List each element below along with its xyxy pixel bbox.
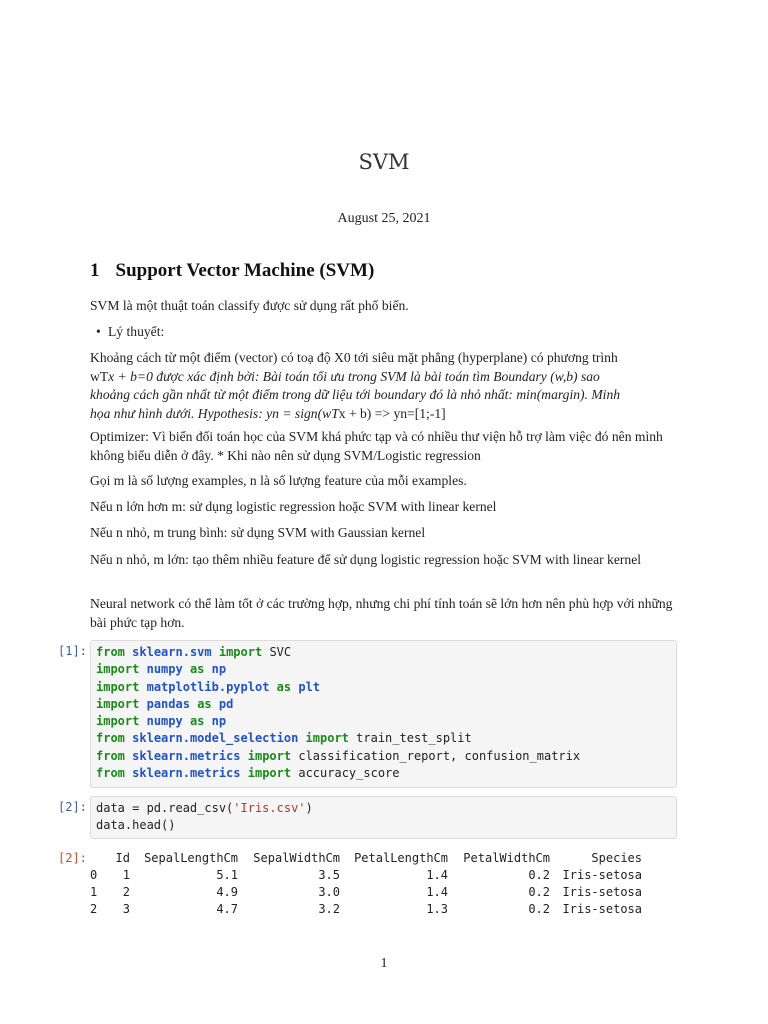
table-header-cell: Species xyxy=(591,850,642,865)
table-cell: 1.3 xyxy=(426,901,448,916)
table-cell: 0.2 xyxy=(528,884,550,899)
case2-text: Nếu n nhỏ, m trung bình: sử dụng SVM with Gaussian kernel xyxy=(90,525,426,540)
m-n-paragraph xyxy=(90,472,680,491)
code-line: from sklearn.svm import SVC xyxy=(96,645,292,659)
optimizer-text: Optimizer: Vì biến đổi toán học của SVM khá phức tạp và có nhiều thư viện hỗ trợ làm việc đó nên mình không biểu diễn ở đây. * Khi nào nên sử dụng SVM/Logistic regression xyxy=(90,429,663,463)
neural-paragraph xyxy=(90,595,680,632)
table-header-cell: PetalLengthCm xyxy=(354,850,448,865)
cell2-prompt: [2]: xyxy=(58,800,87,814)
code-line: import numpy as np xyxy=(96,662,227,677)
intro-text: SVM là một thuật toán classify được sử dụng rất phổ biến. xyxy=(90,298,409,313)
theory-line-4 xyxy=(90,405,680,424)
dataframe-output xyxy=(90,849,642,917)
table-header-cell: SepalWidthCm xyxy=(253,850,340,865)
section-title: Support Vector Machine (SVM) xyxy=(115,260,375,281)
code-line: data = pd.read_csv('Iris.csv') xyxy=(96,801,313,815)
table-header-row xyxy=(90,849,642,866)
case1-text: Nếu n lớn hơn m: sử dụng logistic regression hoặc SVM with linear kernel xyxy=(90,499,497,514)
page-title: SVM xyxy=(358,150,410,174)
case3-paragraph xyxy=(90,551,680,570)
table-cell: 1.4 xyxy=(426,884,448,899)
code-line: data.head() xyxy=(96,818,176,833)
code-line: from sklearn.metrics import accuracy_score xyxy=(96,766,400,781)
code-cell-1[interactable] xyxy=(90,640,677,788)
code-line: import matplotlib.pyplot as plt xyxy=(96,679,321,694)
theory-formula-wt: wT xyxy=(90,368,109,384)
code-line: import numpy as np xyxy=(96,714,227,729)
theory-line-2 xyxy=(90,368,680,387)
table-header-cell xyxy=(90,849,106,866)
theory-line-1: Khoảng cách từ một điểm (vector) có toạ độ X0 tới siêu mặt phẳng (hyperplane) có phương trình xyxy=(90,350,618,365)
theory-formula-end: x + b) => yn=[1;-1] xyxy=(338,405,446,421)
table-cell: Iris-setosa xyxy=(562,867,642,882)
theory-line-3: khoảng cách gần nhất từ một điểm trong dữ liệu tới boundary đó là nhỏ nhất: min(margin). Minh xyxy=(90,387,621,402)
table-cell: 3 xyxy=(122,901,130,916)
table-header-cell: Id xyxy=(115,850,130,865)
table-cell: Iris-setosa xyxy=(562,884,642,899)
theory-paragraph xyxy=(90,349,680,423)
table-cell: 5.1 xyxy=(216,867,238,882)
case3-text: Nếu n nhỏ, m lớn: tạo thêm nhiều feature để sử dụng logistic regression hoặc SVM with linear kernel xyxy=(90,552,642,567)
table-header-cell: SepalLengthCm xyxy=(144,850,238,865)
table-row xyxy=(90,866,642,883)
theory-italic-4: họa như hình dưới. Hypothesis: yn = sign(wT xyxy=(90,405,339,421)
cell1-prompt: [1]: xyxy=(58,644,87,658)
output2-prompt: [2]: xyxy=(58,851,87,865)
table-row xyxy=(90,883,642,900)
case2-paragraph xyxy=(90,524,680,543)
theory-italic-2: x + b=0 được xác định bởi: Bài toán tối ưu trong SVM là bài toán tìm Boundary (w,b) sao xyxy=(108,368,600,384)
table-cell: 2 xyxy=(90,901,98,916)
code-line: import pandas as pd xyxy=(96,696,234,711)
optimizer-paragraph xyxy=(90,428,680,465)
page-date: August 25, 2021 xyxy=(337,211,431,226)
neural-text: Neural network có thể làm tốt ở các trường hợp, nhưng chi phí tính toán sẽ lớn hơn nên phù hợp với những bài phức tạp hơn. xyxy=(90,596,673,630)
case1-paragraph xyxy=(90,498,680,517)
code-line: from sklearn.model_selection import train_test_split xyxy=(96,731,472,746)
page-number: 1 xyxy=(380,956,388,971)
table-cell: 1.4 xyxy=(426,867,448,882)
table-cell: 3.0 xyxy=(318,884,340,899)
table-cell: Iris-setosa xyxy=(562,901,642,916)
table-cell: 3.2 xyxy=(318,901,340,916)
table-cell: 3.5 xyxy=(318,867,340,882)
bullet-text: Lý thuyết: xyxy=(108,324,165,339)
section-heading xyxy=(90,260,374,282)
code-line: from sklearn.metrics import classification_report, confusion_matrix xyxy=(96,748,581,763)
table-cell: 2 xyxy=(122,884,130,899)
table-cell: 1 xyxy=(122,867,130,882)
table-header-cell: PetalWidthCm xyxy=(463,850,550,865)
intro-paragraph xyxy=(90,297,680,316)
bullet-item xyxy=(90,323,698,342)
table-cell: 4.7 xyxy=(216,901,238,916)
table-cell: 0 xyxy=(90,867,98,882)
m-n-text: Gọi m là số lượng examples, n là số lượng feature của mỗi examples. xyxy=(90,473,467,488)
section-number: 1 xyxy=(90,260,100,281)
table-cell: 4.9 xyxy=(216,884,238,899)
table-cell: 0.2 xyxy=(528,901,550,916)
table-row xyxy=(90,900,642,917)
table-cell: 1 xyxy=(90,884,98,899)
table-cell: 0.2 xyxy=(528,867,550,882)
code-cell-2[interactable] xyxy=(90,796,677,839)
